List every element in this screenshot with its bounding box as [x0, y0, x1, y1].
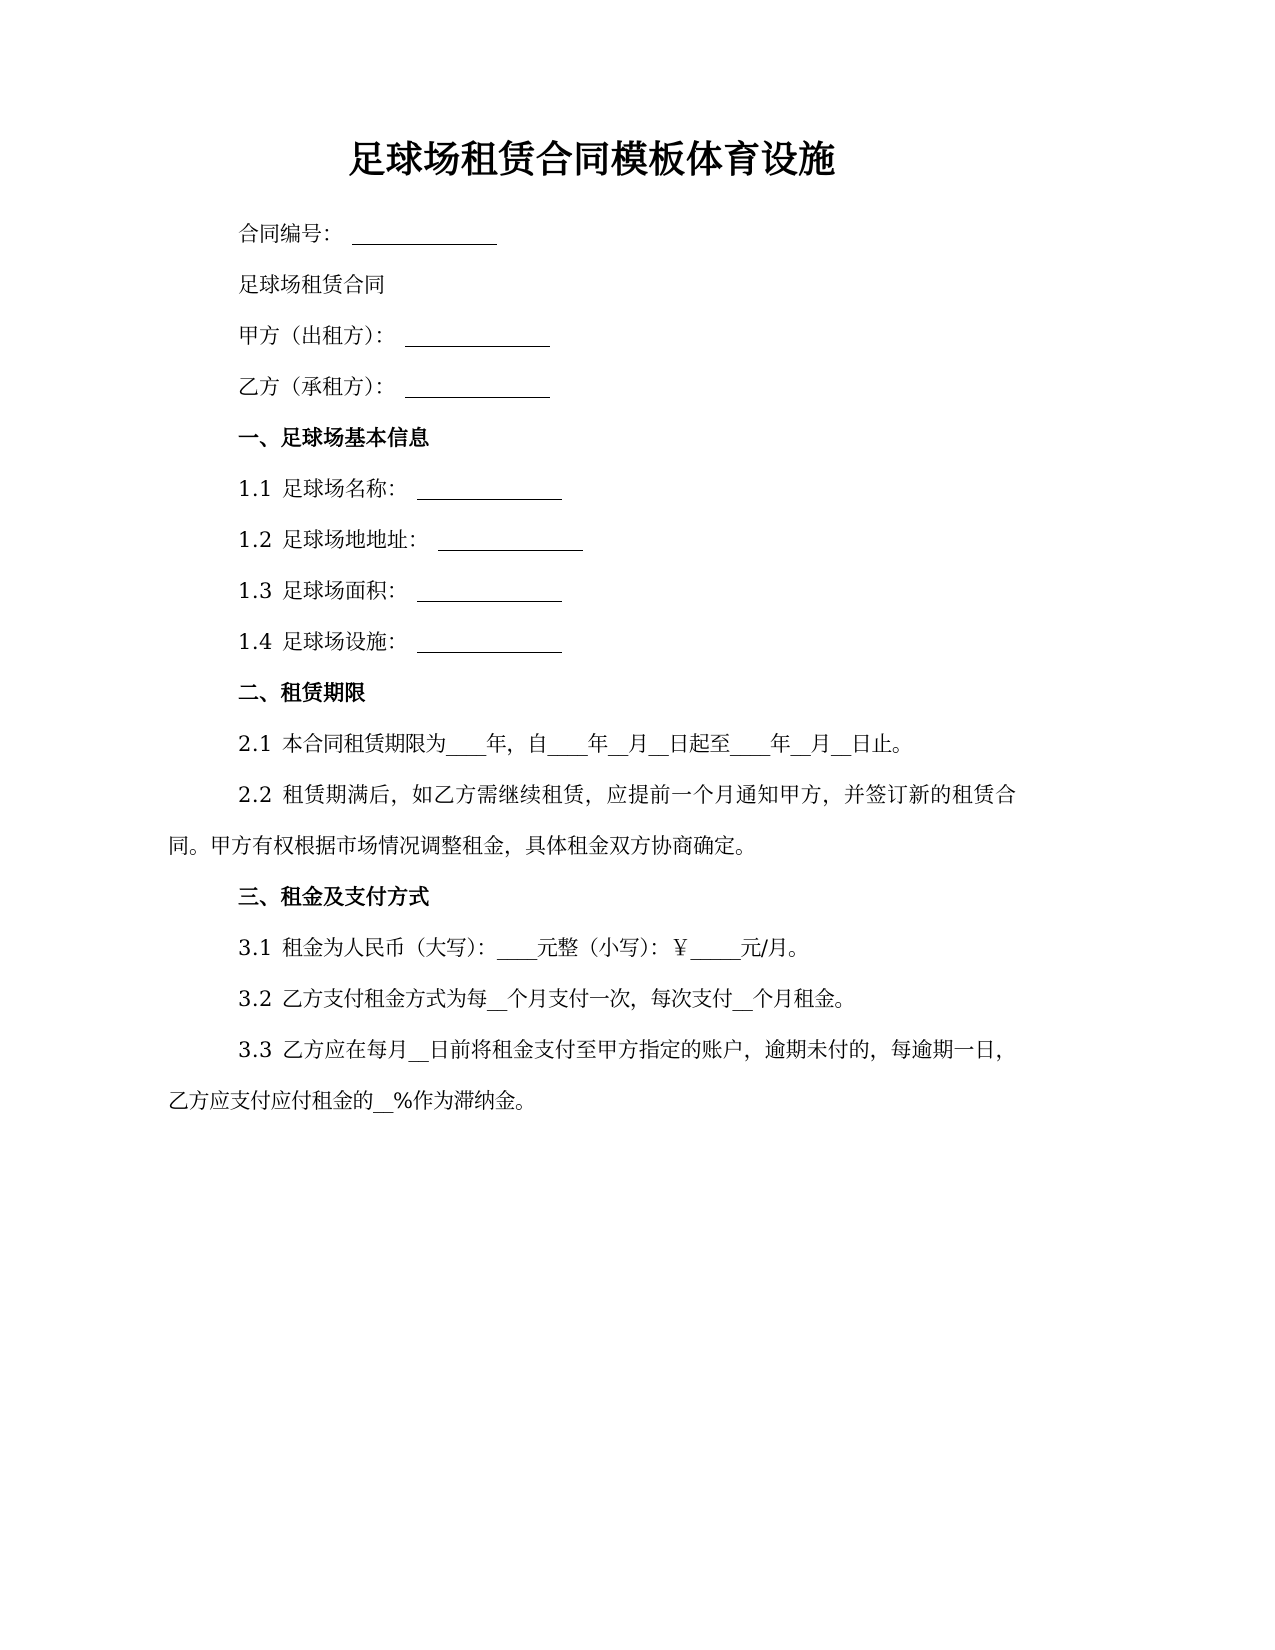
- clause-text: 本合同租赁期限为____年，自____年__月__日起至____年__月__日止。: [281, 732, 913, 757]
- field-blank[interactable]: [417, 601, 562, 602]
- section-heading-3: 三、租金及支付方式: [238, 885, 430, 910]
- contract-number-blank[interactable]: [352, 244, 497, 245]
- clause-number: 2.1: [238, 732, 273, 757]
- clause-2-2: [168, 770, 1016, 872]
- item-number: 1.1: [238, 477, 273, 502]
- contract-number-line: [168, 209, 1016, 260]
- item-label: 足球场面积：: [281, 579, 408, 604]
- party-a-blank[interactable]: [405, 346, 550, 347]
- clause-number: 3.1: [238, 936, 273, 961]
- contract-number-label: 合同编号：: [238, 222, 343, 247]
- clause-text: 乙方支付租金方式为每__个月支付一次，每次支付__个月租金。: [281, 987, 855, 1012]
- clause-3-2: [168, 974, 1016, 1025]
- clause-number: 2.2: [238, 783, 273, 808]
- item-label: 足球场地地址：: [281, 528, 429, 553]
- clause-text: 租赁期满后，如乙方需继续租赁，应提前一个月通知甲方，并签订新的租赁合同。甲方有权根据市场情况调整租金，具体租金双方协商确定。: [168, 783, 1016, 859]
- item-number: 1.3: [238, 579, 273, 604]
- page-title: 足球场租赁合同模板体育设施: [348, 138, 836, 181]
- section-heading-1: 一、足球场基本信息: [238, 426, 430, 451]
- field-row-1-3: [168, 566, 1016, 617]
- party-b-label: 乙方（承租方）：: [238, 375, 396, 400]
- clause-3-3: [168, 1025, 1016, 1127]
- item-number: 1.2: [238, 528, 273, 553]
- party-a-label: 甲方（出租方）：: [238, 324, 396, 349]
- field-blank[interactable]: [417, 652, 562, 653]
- clause-text: 乙方应在每月__日前将租金支付至甲方指定的账户，逾期未付的，每逾期一日，乙方应支付应付租金的__%作为滞纳金。: [168, 1038, 1016, 1114]
- field-blank[interactable]: [417, 499, 562, 500]
- party-b-line: [168, 362, 1016, 413]
- item-label: 足球场设施：: [281, 630, 408, 655]
- party-a-line: [168, 311, 1016, 362]
- party-b-blank[interactable]: [405, 397, 550, 398]
- clause-3-1: [168, 923, 1016, 974]
- item-label: 足球场名称：: [281, 477, 408, 502]
- clause-text: 租金为人民币（大写）：____元整（小写）：￥_____元/月。: [281, 936, 809, 961]
- field-row-1-1: [168, 464, 1016, 515]
- item-number: 1.4: [238, 630, 273, 655]
- clause-number: 3.3: [238, 1038, 273, 1063]
- document-content: [168, 0, 1016, 1127]
- clause-2-1: [168, 719, 1016, 770]
- clause-number: 3.2: [238, 987, 273, 1012]
- contract-name-line: 足球场租赁合同: [238, 273, 385, 298]
- field-row-1-4: [168, 617, 1016, 668]
- field-blank[interactable]: [438, 550, 583, 551]
- field-row-1-2: [168, 515, 1016, 566]
- section-heading-2: 二、租赁期限: [238, 681, 366, 706]
